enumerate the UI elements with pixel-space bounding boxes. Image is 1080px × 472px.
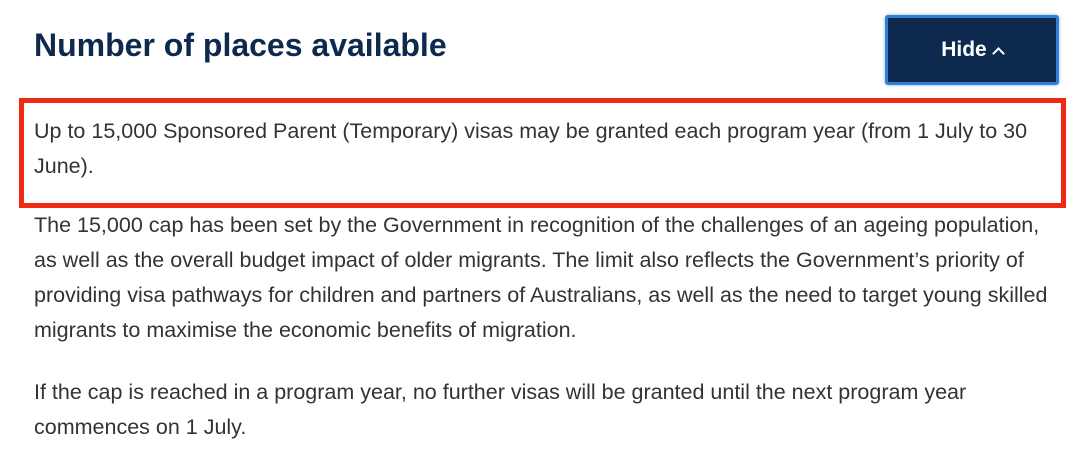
highlighted-paragraph: Up to 15,000 Sponsored Parent (Temporary) visas may be granted each program year (from 1 July to 30 June).: [34, 119, 1028, 178]
cap-reason-paragraph: The 15,000 cap has been set by the Government in recognition of the challenges of an ageing population, as well as the overall budget impact of older migrants. The limit also reflects the Government’s priority of providing visa pathways for children and partners of Australians, as well as the need to target young skilled migrants to maximise the economic benefits of migration.: [34, 213, 1048, 342]
section-title: Number of places available: [34, 27, 447, 63]
chevron-up-icon: [992, 47, 1005, 60]
cap-reached-paragraph: If the cap is reached in a program year, no further visas will be granted until the next program year commences on 1 July.: [34, 380, 967, 439]
hide-button[interactable]: [885, 15, 1059, 85]
hide-button-label: Hide: [941, 38, 987, 61]
